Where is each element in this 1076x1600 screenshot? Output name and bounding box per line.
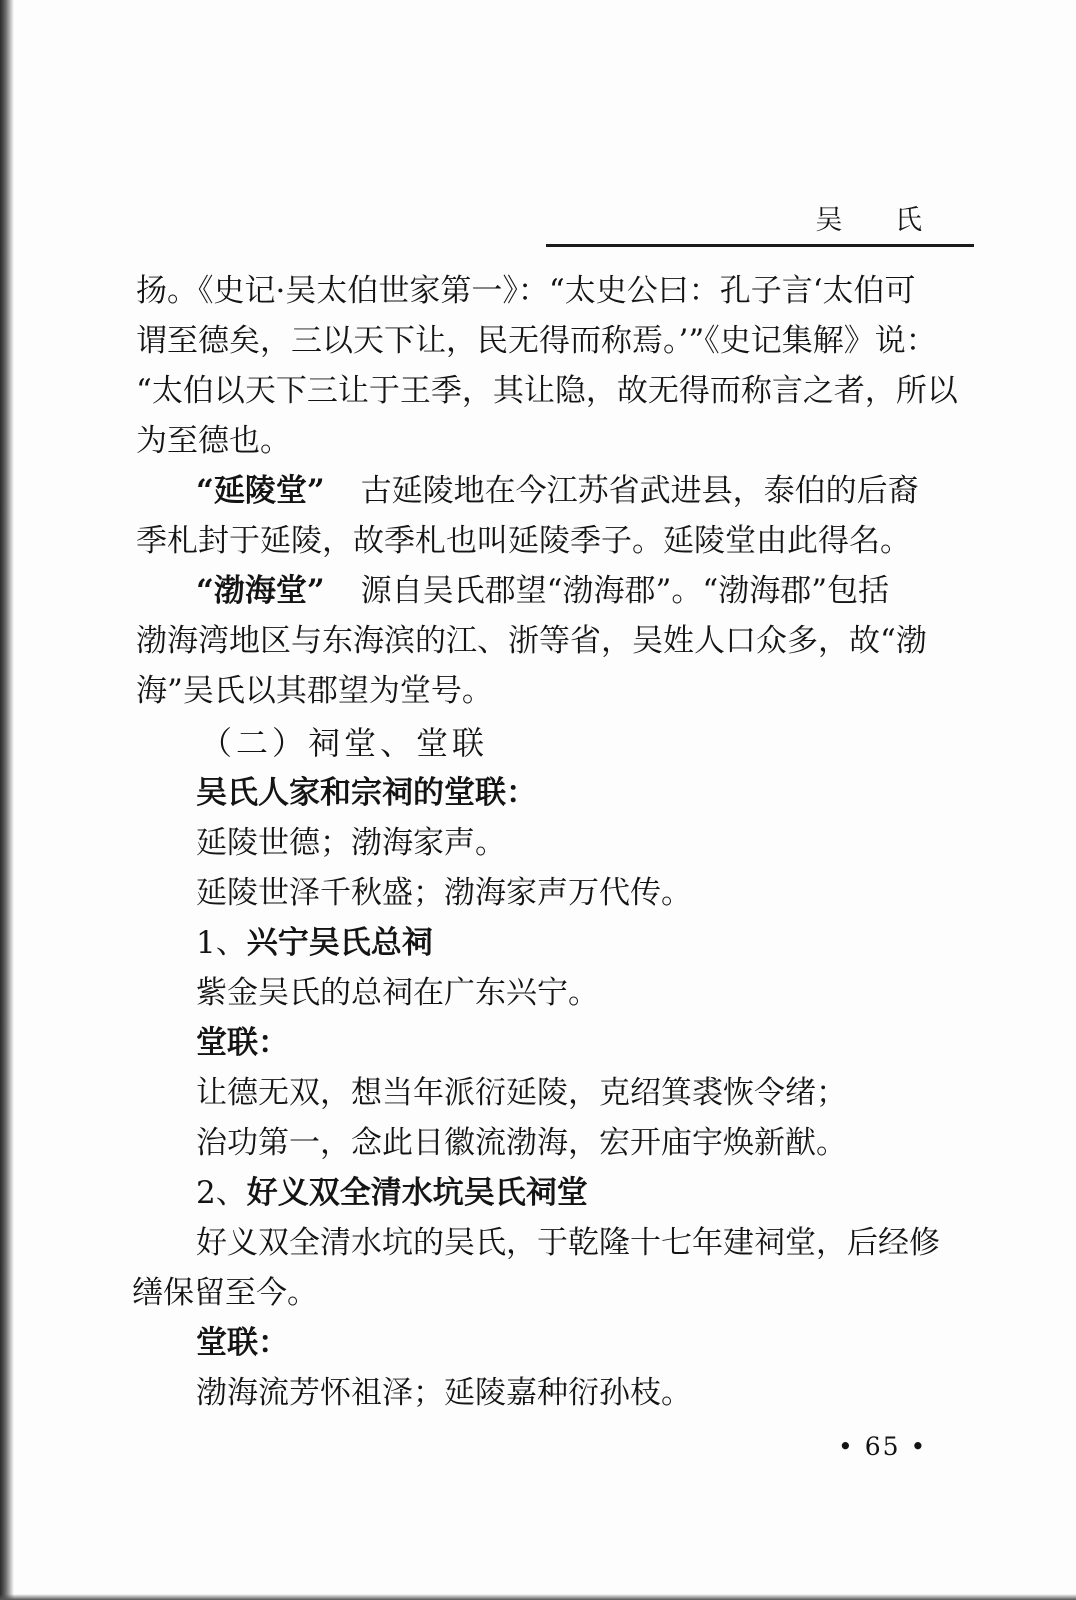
text-line: 渤海湾地区与东海滨的江、浙等省，吴姓人口众多，故“渤: [136, 623, 927, 659]
couplet-intro: 吴氏人家和宗祠的堂联：: [196, 775, 537, 811]
running-header-title: 吴 氏: [815, 205, 944, 236]
text-segment: 源自吴氏郡望“渤海郡”。“渤海郡”包括: [360, 573, 890, 609]
hall-name-yanling: “延陵堂”: [196, 473, 325, 509]
couplet-label: 堂联：: [196, 1325, 289, 1361]
text-line: [196, 566, 889, 616]
text-segment: 古延陵地在今江苏省武进县，泰伯的后裔: [360, 473, 919, 509]
text-line: 好义双全清水坑的吴氏，于乾隆十七年建祠堂，后经修: [196, 1225, 940, 1261]
text-line: 缮保留至今。: [132, 1275, 318, 1311]
text-line: 为至德也。: [136, 423, 291, 459]
couplet-label: 堂联：: [196, 1025, 289, 1061]
item-heading: [196, 1168, 588, 1218]
text-line: 海”吴氏以其郡望为堂号。: [136, 673, 493, 709]
scan-bottom-edge: [0, 1594, 1076, 1600]
text-line: 谓至德矣，三以天下让，民无得而称焉。’”《史记集解》说：: [136, 323, 937, 359]
text-line: 季札封于延陵，故季札也叫延陵季子。延陵堂由此得名。: [136, 523, 911, 559]
text-line: [196, 466, 919, 516]
couplet-line: 延陵世德；渤海家声。: [196, 825, 506, 861]
section-heading: （二）祠堂、堂联: [200, 724, 489, 762]
hall-name-bohai: “渤海堂”: [196, 573, 325, 609]
item-title: 好义双全清水坑吴氏祠堂: [246, 1175, 588, 1211]
text-line: “太伯以天下三让于王季，其让隐，故无得而称言之者，所以: [136, 373, 958, 409]
header-rule: [546, 244, 974, 247]
couplet-line: 渤海流芳怀祖泽；延陵嘉种衍孙枝。: [196, 1375, 692, 1411]
item-number: 2、: [196, 1175, 247, 1211]
couplet-line: 延陵世泽千秋盛；渤海家声万代传。: [196, 875, 692, 911]
couplet-line: 治功第一，念此日徽流渤海，宏开庙宇焕新猷。: [196, 1125, 847, 1161]
scan-shadow-edge: [0, 0, 14, 1600]
text-line: 扬。《史记·吴太伯世家第一》：“太史公曰：孔子言‘太伯可: [136, 273, 916, 309]
couplet-line: 让德无双，想当年派衍延陵，克绍箕裘恢令绪；: [196, 1075, 847, 1111]
text-line: 紫金吴氏的总祠在广东兴宁。: [196, 975, 599, 1011]
item-heading: [196, 918, 433, 968]
item-number: 1、: [196, 925, 247, 961]
page-number: • 65 •: [838, 1432, 928, 1461]
item-title: 兴宁吴氏总祠: [246, 925, 433, 961]
